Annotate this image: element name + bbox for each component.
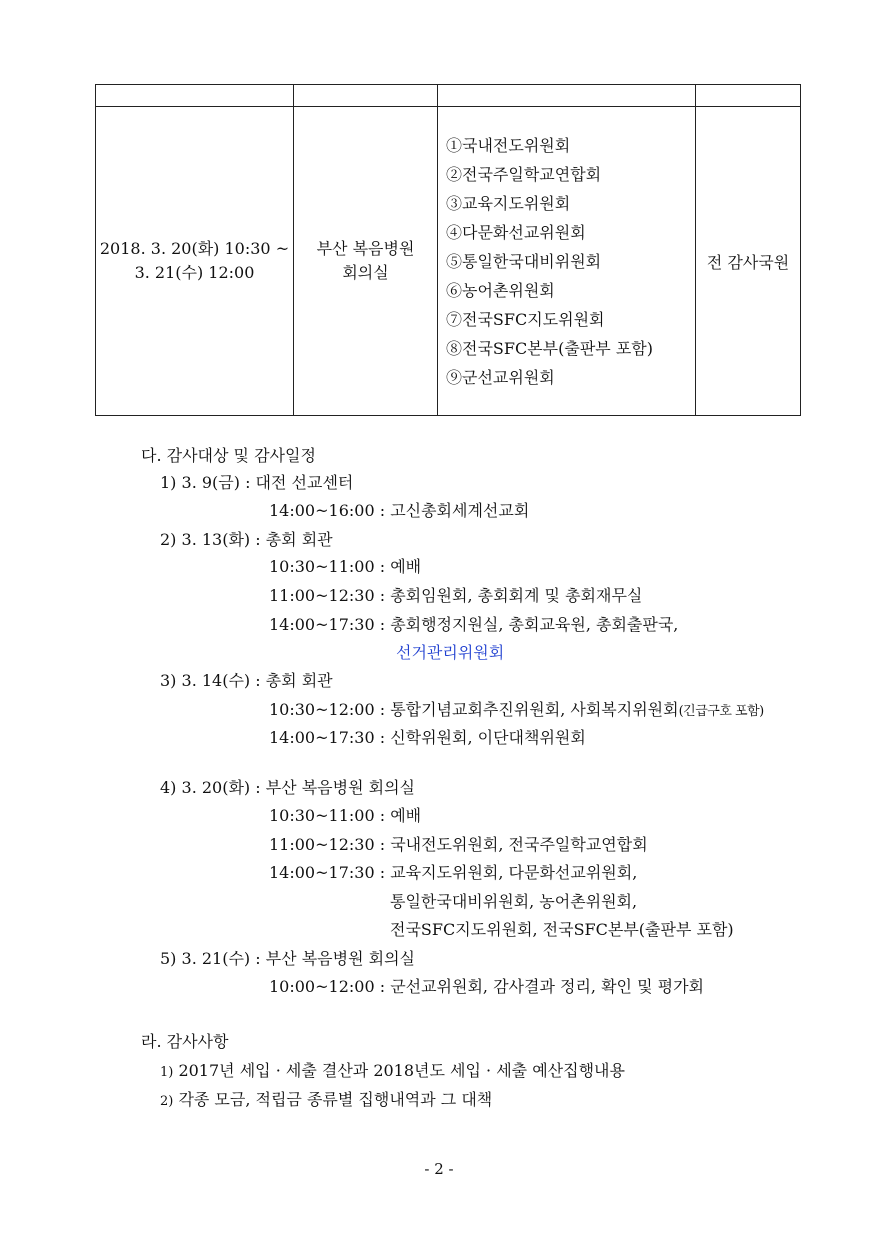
- schedule-2-heading: 2) 3. 13(화) : 총회 회관: [160, 530, 333, 549]
- schedule-2-line: 10:30~11:00 : 예배: [269, 557, 422, 576]
- schedule-4-line: 통일한국대비위원회, 농어촌위원회,: [390, 892, 638, 911]
- schedule-4-line: 11:00~12:30 : 국내전도위원회, 전국주일학교연합회: [269, 835, 648, 854]
- committee-item: ⑥농어촌위원회: [446, 280, 555, 300]
- schedule-3-line: 14:00~17:30 : 신학위원회, 이단대책위원회: [269, 728, 586, 747]
- date-line-2: 3. 21(수) 12:00: [134, 263, 255, 282]
- auditors-cell: 전 감사국원: [696, 107, 801, 416]
- table-header-row: [96, 85, 801, 107]
- section-heading-da: 다. 감사대상 및 감사일정: [141, 446, 316, 465]
- page-number: - 2 -: [424, 1160, 454, 1178]
- table-row: [96, 107, 801, 416]
- committee-item: ④다문화선교위원회: [446, 222, 586, 242]
- audit-item-number: 2): [160, 1094, 174, 1109]
- schedule-4-heading: 4) 3. 20(화) : 부산 복음병원 회의실: [160, 778, 415, 797]
- audit-item-1: [160, 1058, 625, 1081]
- committee-item: ⑤통일한국대비위원회: [446, 251, 602, 271]
- schedule-1-heading: 1) 3. 9(금) : 대전 선교센터: [160, 473, 354, 492]
- schedule-3-line: [269, 697, 764, 720]
- section-heading-ra: 라. 감사사항: [141, 1032, 229, 1051]
- schedule-3-line-note: (긴급구호 포함): [678, 704, 764, 719]
- schedule-3-heading: 3) 3. 14(수) : 총회 회관: [160, 671, 333, 690]
- audit-item-number: 1): [160, 1065, 174, 1080]
- schedule-5-heading: 5) 3. 21(수) : 부산 복음병원 회의실: [160, 949, 415, 968]
- committee-item: ①국내전도위원회: [446, 135, 571, 155]
- schedule-table: [95, 84, 801, 416]
- date-line-1: 2018. 3. 20(화) 10:30 ~: [99, 239, 290, 258]
- table-cell: [294, 85, 438, 107]
- schedule-4-line: 전국SFC지도위원회, 전국SFC본부(출판부 포함): [390, 920, 734, 939]
- audit-item-text: 각종 모금, 적립금 종류별 집행내역과 그 대책: [178, 1090, 493, 1109]
- place-line-1: 부산 복음병원: [316, 239, 415, 258]
- schedule-4-line: 14:00~17:30 : 교육지도위원회, 다문화선교위원회,: [269, 863, 638, 882]
- place-line-2: 회의실: [342, 263, 389, 282]
- schedule-4-line: 10:30~11:00 : 예배: [269, 806, 422, 825]
- committee-item: ⑦전국SFC지도위원회: [446, 309, 605, 329]
- committee-item: ⑧전국SFC본부(출판부 포함): [446, 338, 653, 358]
- schedule-5-line: 10:00~12:00 : 군선교위원회, 감사결과 정리, 확인 및 평가회: [269, 977, 704, 996]
- committees-cell: [438, 107, 696, 416]
- schedule-1-line: 14:00~16:00 : 고신총회세계선교회: [269, 501, 530, 520]
- committee-item: ②전국주일학교연합회: [446, 164, 602, 184]
- highlighted-committee: 선거관리위원회: [396, 643, 505, 662]
- table-cell: [696, 85, 801, 107]
- audit-item-2: [160, 1087, 492, 1110]
- schedule-2-line: 11:00~12:30 : 총회임원회, 총회회계 및 총회재무실: [269, 586, 643, 605]
- place-cell: [294, 107, 438, 416]
- committee-item: ③교육지도위원회: [446, 193, 571, 213]
- committee-item: ⑨군선교위원회: [446, 367, 555, 387]
- schedule-3-line-main: 10:30~12:00 : 통합기념교회추진위원회, 사회복지위원회: [269, 700, 679, 719]
- date-cell: [96, 107, 294, 416]
- table-cell: [438, 85, 696, 107]
- schedule-2-line: 14:00~17:30 : 총회행정지원실, 총회교육원, 총회출판국,: [269, 615, 679, 634]
- table-cell: [96, 85, 294, 107]
- audit-item-text: 2017년 세입 · 세출 결산과 2018년도 세입 · 세출 예산집행내용: [178, 1061, 625, 1080]
